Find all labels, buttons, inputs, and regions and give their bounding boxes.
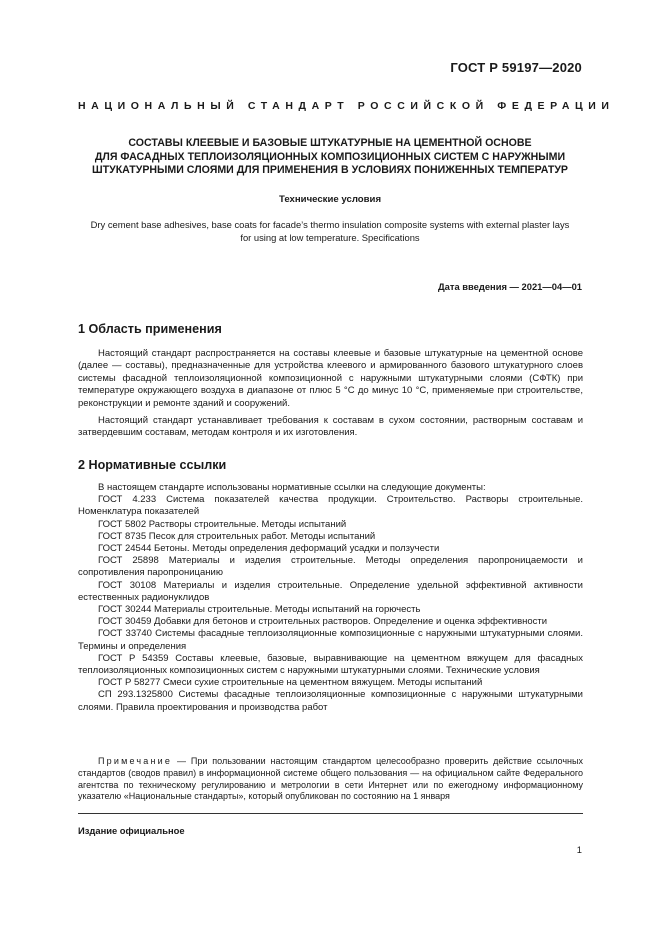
document-subtitle: Технические условия [278,194,382,205]
english-title-line: Dry cement base adhesives, base coats for facade’s thermo insulation composite systems with external plaster lays [90,219,570,230]
reference-item: ГОСТ 33740 Системы фасадные теплоизоляционные композиционные с наружными штукатурными слоями. Термины и определения [78,628,583,652]
document-code: ГОСТ Р 59197—2020 [450,60,582,75]
reference-item: ГОСТ 30108 Материалы и изделия строительные. Определение удельной эффективной активности естественных радионуклидов [78,579,583,603]
page-number: 1 [576,844,582,855]
reference-item: ГОСТ 8735 Песок для строительных работ. Методы испытаний [98,530,376,542]
title-line: СОСТАВЫ КЛЕЕВЫЕ И БАЗОВЫЕ ШТУКАТУРНЫЕ НА ЦЕМЕНТНОЙ ОСНОВЕ [128,137,532,149]
reference-item: СП 293.1325800 Системы фасадные теплоизоляционные композиционные с наружными штукатурными слоями. Правила проектирования и производства работ [78,689,583,713]
document-title [60,137,600,178]
paragraph: Настоящий стандарт распространяется на составы клеевые и базовые штукатурные на цементной основе (далее — составы), предназначенные для устройства клеевого и армированного базового штукатурного слоев системы фасадной теплоизоляционной композиционной с наружными штукатурными слоями (СФТК) при температуре окружающего воздуха в диапазоне от плюс 5 °С до минус 10 °С, применяемые при строительстве, реконструкции и ремонте зданий и сооружений. [78,348,583,409]
note-text: — При пользовании настоящим стандартом целесообразно проверить действие ссылочных стандартов (сводов правил) в информационной системе общего пользования — на официальном сайте Федерального агентства по техническому регулированию и метрологии в сети Интернет или по ежегодному информационному указателю «Национальные стандарты», который опубликован по состоянию на 1 января [78,756,583,802]
note [78,756,583,803]
references-list [78,482,583,714]
title-line: ДЛЯ ФАСАДНЫХ ТЕПЛОИЗОЛЯЦИОННЫХ КОМПОЗИЦИОННЫХ СИСТЕМ С НАРУЖНЫМИ [94,150,566,163]
title-line: ШТУКАТУРНЫМИ СЛОЯМИ ДЛЯ ПРИМЕНЕНИЯ В УСЛОВИЯХ ПОНИЖЕННЫХ ТЕМПЕРАТУР [91,164,568,177]
footer-divider [78,813,583,814]
section-heading-references: 2 Нормативные ссылки [78,458,227,472]
reference-item: ГОСТ 30459 Добавки для бетонов и строительных растворов. Определение и оценка эффективности [98,616,548,628]
paragraph: Настоящий стандарт устанавливает требования к составам в сухом состоянии, растворным составам и затвердевшим составам, методам контроля и их изготовления. [78,415,583,439]
introduction-date: Дата введения — 2021—04—01 [437,281,582,292]
reference-item: ГОСТ 4.233 Система показателей качества продукции. Строительство. Растворы строительные. Номенклатура показателей [78,494,583,518]
reference-item: ГОСТ 30244 Материалы строительные. Методы испытаний на горючесть [98,604,421,616]
english-title-line: for using at low temperature. Specifications [240,231,420,243]
section-heading-scope: 1 Область применения [78,322,222,336]
english-title [60,219,600,244]
references-intro: В настоящем стандарте использованы нормативные ссылки на следующие документы: [98,482,486,493]
note-label: Примечание [98,756,173,766]
edition-label: Издание официальное [78,825,185,836]
reference-item: ГОСТ 25898 Материалы и изделия строительные. Методы определения паропроницаемости и сопротивления паропроницанию [78,555,583,579]
national-standard-banner: НАЦИОНАЛЬНЫЙ СТАНДАРТ РОССИЙСКОЙ ФЕДЕРАЦИИ [78,100,615,112]
reference-item: ГОСТ 24544 Бетоны. Методы определения деформаций усадки и ползучести [98,543,440,555]
reference-item: ГОСТ Р 54359 Составы клеевые, базовые, выравнивающие на цементном вяжущем для фасадных теплоизоляционных композиционных систем с наружными штукатурными слоями. Технические условия [78,652,583,677]
reference-item: ГОСТ 5802 Растворы строительные. Методы испытаний [98,518,347,530]
reference-item: ГОСТ Р 58277 Смеси сухие строительные на цементном вяжущем. Методы испытаний [98,677,483,689]
